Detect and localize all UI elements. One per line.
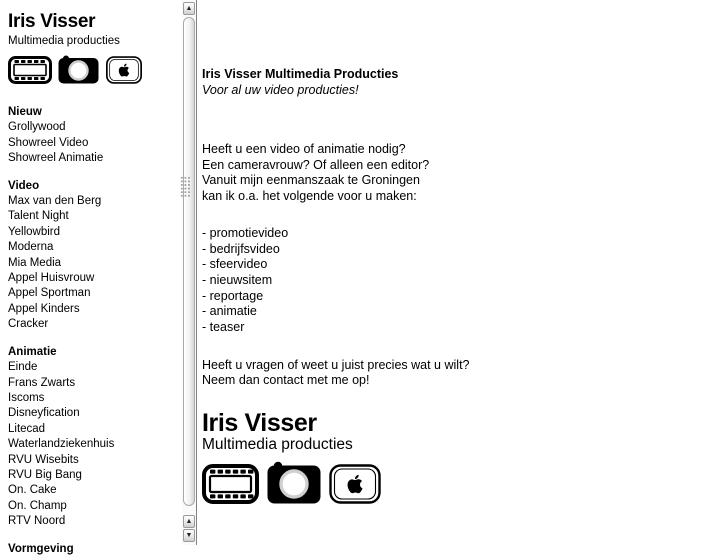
- camera-icon: [58, 55, 99, 84]
- film-icon: [202, 464, 259, 504]
- sidebar-link[interactable]: Grollywood: [8, 121, 66, 134]
- arrow-down-icon: ▼: [185, 532, 193, 539]
- nav-heading: Vormgeving: [8, 542, 74, 555]
- service-item: - animatie: [202, 304, 257, 319]
- footer-logo-title: Iris Visser: [202, 409, 317, 438]
- arrow-up-icon: ▲: [185, 5, 193, 12]
- vertical-scrollbar[interactable]: [182, 0, 197, 545]
- sidebar-link[interactable]: Litecad: [8, 422, 46, 435]
- frame-resize-handle[interactable]: [180, 176, 191, 197]
- page-tagline: Voor al uw video producties!: [202, 83, 359, 97]
- paragraph-line: Heeft u vragen of weet u juist precies wat u wilt?: [202, 357, 470, 372]
- paragraph-line: Een cameravrouw? Of alleen een editor?: [202, 157, 430, 172]
- sidebar-link[interactable]: Talent Night: [8, 210, 69, 223]
- footer-logo-icons: [202, 461, 717, 504]
- scroll-down-button[interactable]: [183, 529, 195, 542]
- service-item: - nieuwsitem: [202, 272, 273, 287]
- sidebar-link[interactable]: Disneyfication: [8, 407, 80, 420]
- sidebar-link[interactable]: Appel Huisvrouw: [8, 272, 95, 285]
- nav-list: [8, 120, 178, 166]
- service-item: - teaser: [202, 320, 245, 335]
- sidebar-link[interactable]: Moderna: [8, 241, 54, 254]
- main-content: [198, 0, 727, 545]
- sidebar-link[interactable]: Einde: [8, 361, 38, 374]
- nav-heading: Nieuw: [8, 106, 42, 118]
- sidebar-link[interactable]: Frans Zwarts: [8, 376, 76, 389]
- footer-logo: [202, 410, 717, 504]
- sidebar-link[interactable]: Appel Sportman: [8, 287, 91, 300]
- scrollbar-thumb[interactable]: [183, 17, 195, 506]
- nav-heading: Animatie: [8, 345, 57, 358]
- sidebar: [0, 0, 182, 555]
- apple-icon: [105, 56, 143, 84]
- camera-icon: [267, 461, 321, 504]
- nav-section-video: [8, 179, 178, 333]
- sidebar-link[interactable]: RTV Noord: [8, 515, 66, 528]
- footer-logo-subtitle: Multimedia producties: [202, 436, 353, 454]
- services-list: [202, 226, 717, 336]
- sidebar-link[interactable]: On. Champ: [8, 499, 67, 512]
- nav-section-nieuw: [8, 105, 178, 167]
- sidebar-link[interactable]: Showreel Video: [8, 136, 89, 149]
- paragraph-line: Vanuit mijn eenmanszaak te Groningen: [202, 173, 420, 188]
- sidebar-link[interactable]: Yellowbird: [8, 225, 60, 238]
- nav-section-animatie: [8, 345, 178, 530]
- sidebar-link[interactable]: Iscoms: [8, 391, 45, 404]
- sidebar-link[interactable]: Cracker: [8, 318, 49, 331]
- paragraph-line: Heeft u een video of animatie nodig?: [202, 142, 406, 156]
- sidebar-link[interactable]: Max van den Berg: [8, 195, 102, 208]
- paragraph-line: Neem dan contact met me op!: [202, 373, 370, 388]
- sidebar-link[interactable]: On. Cake: [8, 484, 57, 497]
- scroll-up-button-bottom[interactable]: [183, 515, 195, 528]
- sidebar-logo-title: Iris Visser: [8, 11, 96, 32]
- outro-paragraph: [202, 358, 717, 389]
- sidebar-link[interactable]: Waterlandziekenhuis: [8, 438, 115, 451]
- page-title: Iris Visser Multimedia Producties: [202, 67, 399, 81]
- service-item: - reportage: [202, 288, 264, 303]
- sidebar-link[interactable]: RVU Big Bang: [8, 468, 82, 481]
- sidebar-link[interactable]: Showreel Animatie: [8, 152, 104, 165]
- intro-paragraph: [202, 142, 717, 205]
- service-item: - sfeervideo: [202, 257, 268, 272]
- service-item: - bedrijfsvideo: [202, 241, 280, 256]
- sidebar-logo-subtitle: Multimedia producties: [8, 35, 120, 47]
- sidebar-link[interactable]: RVU Wisebits: [8, 453, 79, 466]
- nav-heading: Video: [8, 179, 40, 192]
- arrow-up-icon: ▲: [185, 518, 193, 525]
- nav-section-vormgeving: [8, 542, 178, 557]
- scroll-up-button[interactable]: [183, 2, 195, 15]
- apple-icon: [329, 464, 381, 504]
- sidebar-link[interactable]: Appel Kinders: [8, 302, 80, 315]
- service-item: - promotievideo: [202, 225, 289, 240]
- nav-list: [8, 194, 178, 333]
- sidebar-link[interactable]: Mia Media: [8, 256, 62, 269]
- paragraph-line: kan ik o.a. het volgende voor u maken:: [202, 189, 417, 204]
- sidebar-logo-icons: [8, 55, 178, 84]
- nav-list: [8, 360, 178, 529]
- film-icon: [8, 56, 52, 84]
